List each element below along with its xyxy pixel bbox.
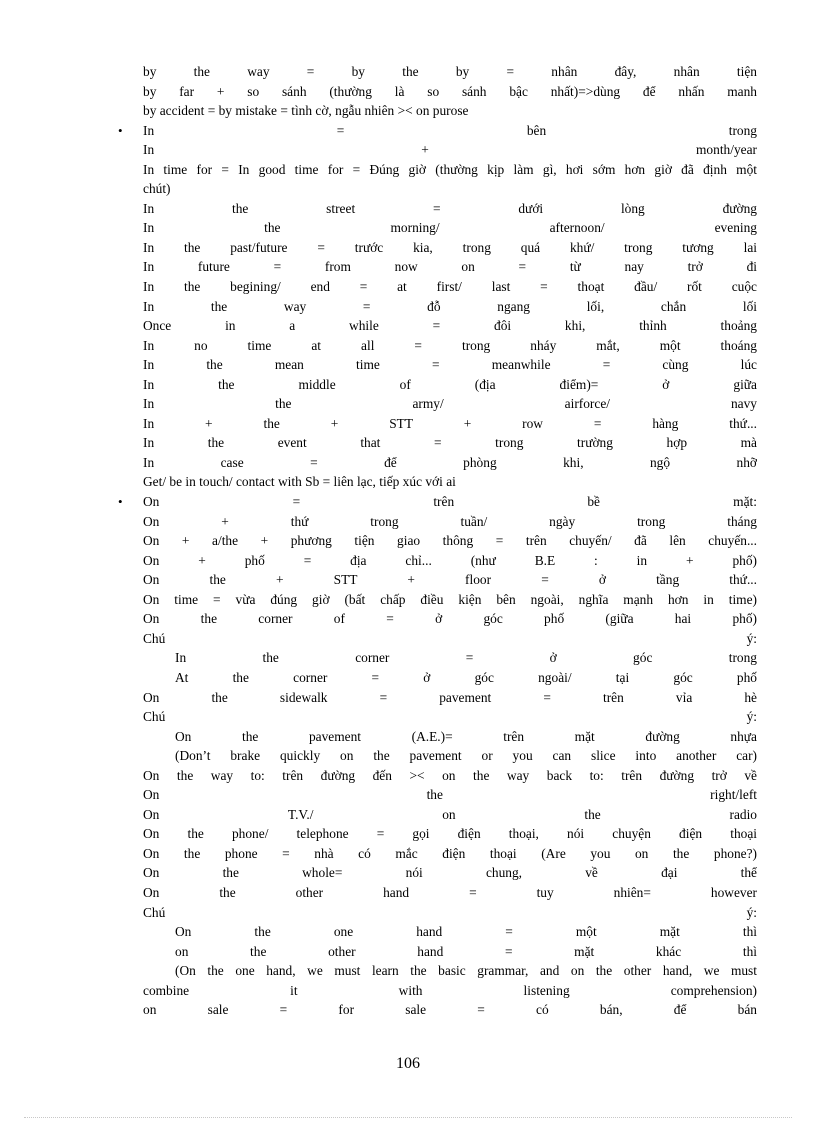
line-text: In the army/ airforce/ navy [143, 396, 757, 412]
line-text: In the corner = ở góc trong [175, 650, 757, 666]
text-line [143, 82, 757, 102]
text-line [143, 668, 757, 688]
line-text: combine it with listening comprehension) [143, 982, 757, 998]
line-text: Chú ý: [143, 709, 757, 725]
text-line [143, 805, 757, 825]
line-text: On + phố = địa chỉ... (như B.E : in + phố) [143, 552, 757, 568]
line-text: Chú ý: [143, 904, 757, 920]
text-line [143, 160, 757, 180]
line-text: In time for = In good time for = Đúng giờ (thường kịp làm gì, hơi sớm hơn giờ đã định một [143, 161, 757, 177]
line-text: On the right/left [143, 787, 757, 803]
text-line [143, 179, 757, 199]
text-line [143, 62, 757, 82]
text-line [143, 316, 757, 336]
line-text: On T.V./ on the radio [143, 806, 757, 822]
line-text: In the event that = trong trường hợp mà [143, 435, 757, 451]
bullet-line: • On = trên bề mặt: [118, 494, 757, 510]
line-text: In no time at all = trong nháy mắt, một thoáng [143, 337, 757, 353]
line-text: on sale = for sale = có bán, để bán [143, 1002, 757, 1018]
text-line [143, 297, 757, 317]
page-number: 106 [396, 1055, 420, 1072]
line-text: In + the + STT + row = hàng thứ... [143, 415, 757, 431]
text-line [143, 140, 757, 160]
line-text: On time = vừa đúng giờ (bất chấp điều kiện bên ngoài, nghĩa mạnh hơn in time) [143, 591, 757, 607]
text-line [143, 355, 757, 375]
line-text: In = bên trong [143, 122, 757, 138]
text-line [143, 336, 757, 356]
line-text: In + month/year [143, 142, 757, 158]
text-line [143, 648, 757, 668]
text-line [143, 394, 757, 414]
text-line [143, 707, 757, 727]
text-line [143, 551, 757, 571]
text-line [143, 746, 757, 766]
text-line [143, 257, 757, 277]
text-line [143, 570, 757, 590]
line-text: Get/ be in touch/ contact with Sb = liên lạc, tiếp xúc với ai [143, 474, 456, 490]
text-line [143, 863, 757, 883]
line-text: In the begining/ end = at first/ last = thoạt đầu/ rốt cuộc [143, 279, 757, 295]
text-line [143, 433, 757, 453]
line-text: Chú ý: [143, 630, 757, 646]
line-text: In the morning/ afternoon/ evening [143, 220, 757, 236]
text-line [143, 375, 757, 395]
text-line [143, 844, 757, 864]
text-line [143, 277, 757, 297]
text-line [143, 727, 757, 747]
text-line [143, 1000, 757, 1020]
line-text: In case = để phòng khi, ngộ nhỡ [143, 454, 757, 470]
line-text: In the way = đỗ ngang lối, chắn lối [143, 298, 757, 314]
text-line [143, 472, 757, 492]
line-text: On the phone/ telephone = gọi điện thoại, nói chuyện điện thoại [143, 826, 757, 842]
line-text: On the way to: trên đường đến >< on the way back to: trên đường trở về [143, 767, 757, 783]
line-text: On the one hand = một mặt thì [175, 924, 757, 940]
text-line [143, 766, 757, 786]
text-line [143, 199, 757, 219]
text-line [143, 981, 757, 1001]
text-line [143, 688, 757, 708]
page-bottom-rule [24, 1117, 792, 1118]
line-text: On + thứ trong tuần/ ngày trong tháng [143, 513, 757, 529]
text-line [143, 609, 757, 629]
line-text: chút) [143, 181, 171, 197]
bullet-line: • In = bên trong [118, 122, 757, 138]
line-text: (Don’t brake quickly on the pavement or you can slice into another car) [175, 748, 757, 764]
line-text: Once in a while = đôi khi, thỉnh thoảng [143, 318, 757, 334]
text-line [143, 961, 757, 981]
line-text: On the corner of = ở góc phố (giữa hai phố) [143, 611, 757, 627]
line-text: On the + STT + floor = ở tầng thứ... [143, 572, 757, 588]
line-text: At the corner = ở góc ngoài/ tại góc phố [175, 669, 757, 685]
text-line [143, 453, 757, 473]
line-text: On the sidewalk = pavement = trên vỉa hè [143, 689, 757, 705]
line-text: On + a/the + phương tiện giao thông = trên chuyến/ đã lên chuyến... [143, 533, 757, 549]
text-line [143, 414, 757, 434]
text-line [143, 883, 757, 903]
line-text: by far + so sánh (thường là so sánh bậc nhất)=>dùng để nhấn manh [143, 83, 757, 99]
line-text: In future = from now on = từ nay trở đi [143, 259, 757, 275]
text-line [143, 942, 757, 962]
text-body [118, 62, 757, 1020]
text-line [143, 629, 757, 649]
line-text: In the street = dưới lòng đường [143, 200, 757, 216]
line-text: On the phone = nhà có mắc điện thoại (Are you on the phone?) [143, 845, 757, 861]
text-line [143, 218, 757, 238]
text-line [143, 238, 757, 258]
line-text: on the other hand = mặt khác thì [175, 943, 757, 959]
text-line [143, 101, 757, 121]
line-text: On the other hand = tuy nhiên= however [143, 884, 757, 900]
line-text: In the middle of (địa điểm)= ở giữa [143, 376, 757, 392]
line-text: by the way = by the by = nhân đây, nhân tiện [143, 64, 757, 79]
line-text: On the whole= nói chung, về đại thể [143, 865, 757, 881]
line-text: On the pavement (A.E.)= trên mặt đường nhựa [175, 728, 757, 744]
text-line [143, 922, 757, 942]
text-line [143, 512, 757, 532]
text-line [143, 531, 757, 551]
line-text: In the past/future = trước kia, trong quá khứ/ trong tương lai [143, 239, 757, 255]
text-line [143, 590, 757, 610]
text-line [143, 824, 757, 844]
line-text: by accident = by mistake = tình cờ, ngẫu nhiên >< on purose [143, 103, 469, 119]
line-text: In the mean time = meanwhile = cùng lúc [143, 357, 757, 373]
text-line [143, 903, 757, 923]
text-line [143, 785, 757, 805]
line-text: On = trên bề mặt: [143, 494, 757, 510]
line-text: (On the one hand, we must learn the basic grammar, and on the other hand, we must [175, 963, 757, 979]
